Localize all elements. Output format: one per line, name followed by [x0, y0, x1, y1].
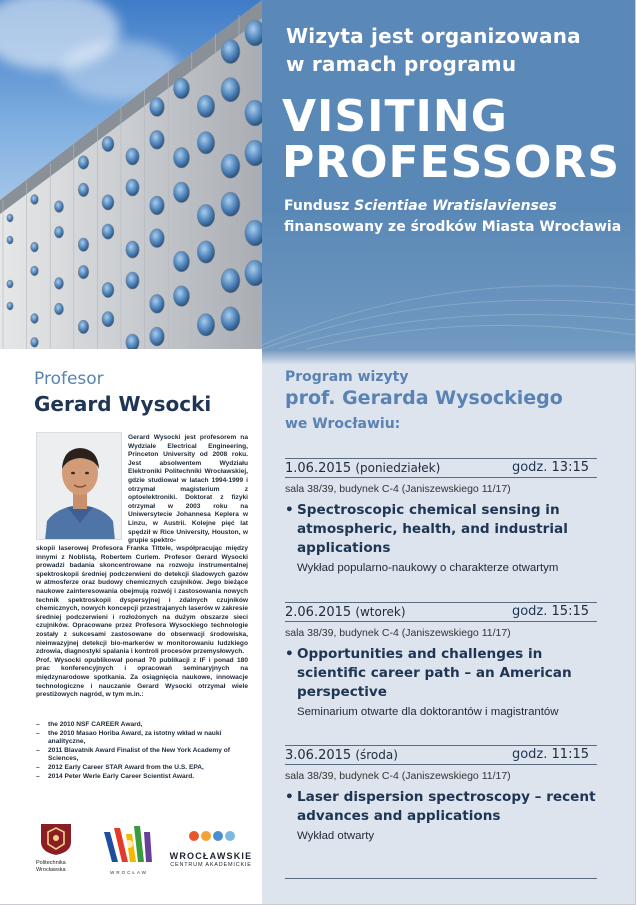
facade-window	[31, 195, 39, 205]
professor-name: Gerard Wysocki	[34, 392, 212, 416]
award-item: – the 2010 NSF CAREER Award,	[36, 721, 248, 730]
event-day: (wtorek)	[355, 605, 406, 619]
facade-window	[126, 272, 139, 289]
facade-window	[126, 148, 139, 165]
event-2	[285, 602, 597, 720]
fund-info	[284, 196, 624, 238]
facade-window	[197, 314, 214, 336]
facade-window	[126, 241, 139, 258]
facade-window	[245, 100, 262, 126]
event-room: sala 38/39, budynek C-4 (Janiszewskiego 11/17)	[285, 627, 511, 639]
building-photo	[0, 0, 262, 349]
event-header	[285, 745, 597, 765]
facade-window	[54, 226, 63, 238]
program-bottom-rule	[285, 878, 597, 879]
event-date-group	[285, 603, 406, 622]
event-3	[285, 745, 597, 844]
politechnika-crest-icon	[36, 822, 76, 856]
award-item: – the 2010 Masao Horiba Award, za istotny wkład w nauki analityczne,	[36, 730, 248, 747]
bio-intro: Gerard Wysocki jest profesorem na Wydziale Electrical Engineering, Princeton University od 2008 roku. Jest absolwentem Wydziału Elektroniki Politechniki Wrocławskiej, gdzie studiował w latach 1994-1999 i otrzymał magisterium z optoelektroniki. Doktorat z fizyki otrzymał w 2003 roku na Uniwersytecie Johannesa Keplera w Linzu, w Austrii. Kolejne pięć lat spędził w Rice University, Houston, w grupie spektro-	[128, 434, 248, 545]
event-1	[285, 458, 597, 576]
event-time: 15:15	[551, 604, 589, 619]
event-time-label: godz.	[511, 460, 548, 475]
event-date: 2.06.2015	[285, 605, 352, 620]
facade-window	[31, 242, 39, 252]
facade-window	[78, 320, 88, 333]
banner-heading	[282, 91, 621, 188]
facade-window	[54, 303, 63, 315]
award-item: – 2012 Early Career STAR Award from the U.S. EPA,	[36, 764, 248, 773]
event-title: • Spectroscopic chemical sensing in atmospheric, health, and industrial applications	[285, 501, 597, 558]
program-title: Program wizyty	[285, 369, 409, 385]
building-facade	[0, 0, 262, 349]
professor-portrait	[36, 432, 122, 540]
facade-window	[245, 260, 262, 286]
banner-intro	[286, 22, 581, 78]
event-room: sala 38/39, budynek C-4 (Janiszewskiego 11/17)	[285, 483, 511, 495]
facade-window	[102, 195, 114, 210]
facade-window	[221, 78, 240, 102]
banner-intro-line2: w ramach programu	[286, 52, 517, 76]
facade-window	[102, 312, 114, 327]
event-title: • Opportunities and challenges in scientific career path – an American perspective	[285, 645, 597, 702]
banner-heading-line1: VISITING	[282, 91, 508, 142]
wroclaw-city-logo	[100, 822, 158, 875]
event-title: • Laser dispersion spectroscopy – recent advances and applications	[285, 788, 597, 826]
wroclaw-colorful-icon	[100, 822, 158, 866]
portrait-illustration	[37, 433, 122, 540]
bio-publications: Prof. Wysocki opublikował ponad 70 publikacji z IF i ponad 180 prac konferencyjnych i opracowań seminaryjnych na międzynarodowe spotkania. Za osiągnięcia naukowe, innowacje technologiczne i nauczanie Gerard Wysocki otrzymał wiele prestiżowych nagród, w tym m.in.:	[36, 656, 248, 699]
facade-window	[197, 241, 214, 263]
facade-window	[54, 278, 63, 290]
event-date: 1.06.2015	[285, 461, 352, 476]
facade-window	[245, 140, 262, 166]
facade-window	[221, 269, 240, 293]
program-location: we Wrocławiu:	[285, 416, 401, 432]
facade-window	[150, 98, 165, 117]
facade-window	[54, 201, 63, 213]
facade-window	[173, 286, 189, 307]
event-time-group	[512, 746, 589, 764]
facade-window	[197, 132, 214, 154]
facade-window	[126, 334, 139, 349]
politechnika-logo-text: Politechnika Wrocławska	[36, 860, 66, 873]
facade-window	[221, 154, 240, 178]
facade-window	[78, 183, 88, 196]
bio-research: skopii laserowej Profesora Franka Tittele, współpracując między innymi z Noblistą, Robertem Curlem. Profesor Gerard Wysocki prowadzi badania skoncentrowane na rozwoju instrumentalnej spektroskopii średniej podczerwieni do detekcji śladowych gazów w atmosferze oraz budowy chemicznych czujników. Jego bieżące naukowe zainteresowania obejmują rozwój i zastosowania nowych technik spektroskopii dyspersyjnej i zdalnych czujników chemicznych, nowych koncepcji przestrajanych laserów w zakresie średniej podczerwieni i rozłożonych na dużym obszarze sieci czujników. Opracowane przez Profesora Wysockiego technologie zostały z sukcesami zastosowane do obserwacji środowiska, nieinwazyjnej detekcji bio-markerów w monitorowaniu ludzkiego zdrowia, diagnostyki spalania i kontroli procesów przemysłowych.	[36, 545, 248, 656]
bio-body	[36, 545, 248, 700]
facade-window	[126, 179, 139, 196]
facade-window	[31, 266, 39, 276]
event-time: 11:15	[551, 747, 589, 762]
facade-window	[221, 192, 240, 216]
wca-dots-icon	[168, 828, 254, 844]
event-time-group	[512, 603, 589, 621]
award-item: – 2014 Peter Werle Early Career Scientist Award.	[36, 773, 248, 782]
banner-heading-line2: PROFESSORS	[282, 137, 621, 188]
event-day: (środa)	[355, 748, 398, 762]
facade-window	[197, 95, 214, 117]
facade-window	[173, 147, 189, 168]
facade-window	[78, 265, 88, 278]
facade-window	[197, 204, 214, 226]
facade-window	[150, 130, 165, 149]
event-description: Seminarium otwarte dla doktorantów i magistrantów	[297, 706, 559, 718]
facade-window	[102, 136, 114, 151]
facade-window	[173, 182, 189, 203]
event-date: 3.06.2015	[285, 748, 352, 763]
facade-window	[31, 314, 39, 324]
facade-window	[7, 302, 13, 310]
awards-list	[36, 721, 248, 781]
wca-logo	[168, 828, 254, 874]
decorative-curves	[262, 250, 636, 350]
facade-window	[78, 156, 88, 169]
facade-window	[221, 307, 240, 331]
event-header	[285, 602, 597, 622]
facade-window	[31, 337, 39, 347]
event-date-group	[285, 746, 398, 765]
facade-window	[7, 236, 13, 244]
facade-window	[78, 238, 88, 251]
professor-label: Profesor	[34, 369, 104, 389]
facade-window	[102, 282, 114, 297]
event-time: 13:15	[551, 460, 589, 475]
facade-window	[221, 39, 240, 63]
fund-name: Scientiae Wratislavienses	[354, 198, 557, 214]
wca-logo-subtitle: CENTRUM AKADEMICKIE	[170, 862, 252, 868]
facade-window	[150, 229, 165, 248]
wca-logo-title: WROCŁAWSKIE	[169, 851, 253, 861]
facade-window	[173, 251, 189, 272]
event-description: Wykład popularno-naukowy o charakterze otwartym	[297, 562, 559, 574]
facade-window	[7, 214, 13, 222]
facade-window	[150, 196, 165, 215]
facade-window	[150, 327, 165, 346]
program-professor: prof. Gerarda Wysockiego	[285, 387, 563, 409]
facade-window	[7, 280, 13, 288]
event-time-group	[512, 459, 589, 477]
event-description: Wykład otwarty	[297, 830, 375, 842]
facade-window	[173, 78, 189, 99]
fund-prefix: Fundusz	[284, 198, 355, 214]
event-room: sala 38/39, budynek C-4 (Janiszewskiego 11/17)	[285, 770, 511, 782]
facade-window	[245, 220, 262, 246]
event-time-label: godz.	[511, 747, 548, 762]
banner-intro-line1: Wizyta jest organizowana	[286, 24, 581, 48]
event-date-group	[285, 459, 440, 478]
award-item: – 2011 Blavatnik Award Finalist of the New York Academy of Sciences,	[36, 747, 248, 764]
event-time-label: godz.	[511, 604, 548, 619]
facade-window	[102, 224, 114, 239]
event-header	[285, 458, 597, 478]
event-day: (poniedziałek)	[355, 461, 441, 475]
politechnika-logo	[36, 822, 76, 873]
wroclaw-logo-text: WROCŁAW	[110, 870, 148, 875]
fund-line2: finansowany ze środków Miasta Wrocławia	[284, 219, 622, 235]
facade-window	[245, 20, 262, 46]
facade-window	[150, 294, 165, 313]
